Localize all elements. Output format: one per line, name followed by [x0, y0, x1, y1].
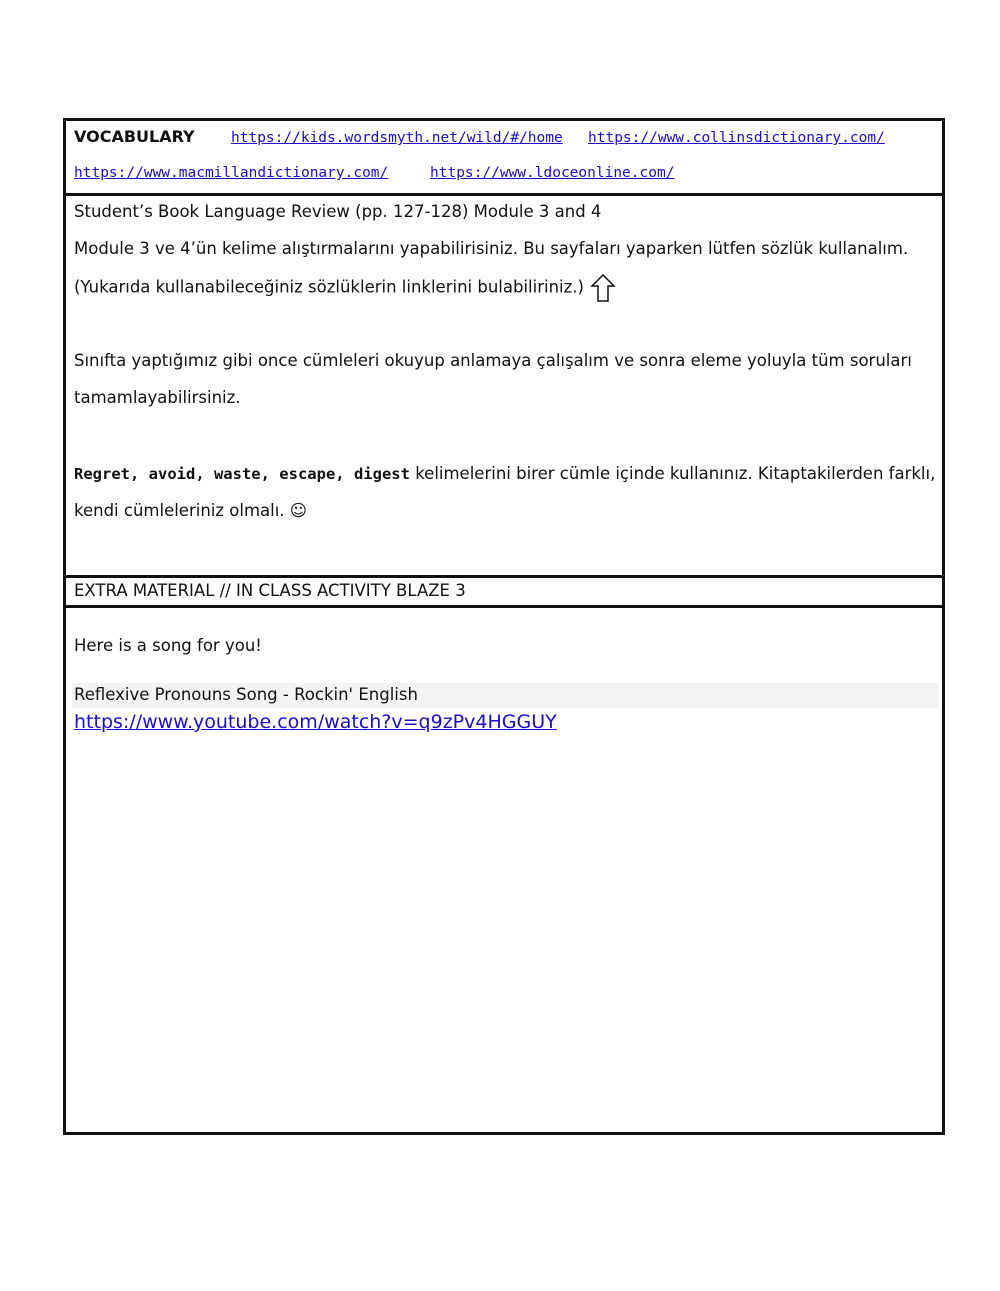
review-line-5: tamamlayabilirsiniz. — [74, 388, 241, 407]
extra-material-header — [66, 575, 942, 608]
review-line-1: Student’s Book Language Review (pp. 127-128) Module 3 and 4 — [74, 202, 602, 221]
worksheet-table — [63, 118, 945, 1135]
collins-dictionary-link[interactable]: https://www.collinsdictionary.com/ — [588, 130, 885, 146]
review-line-3-text: (Yukarıda kullanabileceğiniz sözlüklerin linklerini bulabiliriniz.) — [74, 277, 584, 297]
song-intro: Here is a song for you! — [74, 636, 262, 655]
review-line-4: Sınıfta yaptığımız gibi once cümleleri okuyup anlamaya çalışalım ve sonra eleme yoluyla tüm soruları — [74, 351, 912, 370]
review-line-7: kendi cümleleriniz olmalı. ☺ — [74, 501, 307, 520]
ldoce-link[interactable]: https://www.ldoceonline.com/ — [430, 165, 675, 181]
review-line-2: Module 3 ve 4’ün kelime alıştırmalarını yapabilirisiniz. Bu sayfaları yaparken lütfen sözlük kullanalım. — [74, 239, 909, 258]
extra-material-title: EXTRA MATERIAL // IN CLASS ACTIVITY BLAZE 3 — [74, 581, 466, 600]
wordsmyth-link[interactable]: https://kids.wordsmyth.net/wild/#/home — [231, 130, 563, 146]
youtube-song-link[interactable]: https://www.youtube.com/watch?v=q9zPv4HGGUY — [74, 711, 557, 733]
review-line-6 — [74, 463, 935, 485]
vocabulary-title: VOCABULARY — [74, 127, 195, 146]
target-words: Regret, avoid, waste, escape, digest — [74, 465, 410, 483]
vocabulary-section — [66, 121, 942, 196]
macmillan-dictionary-link[interactable]: https://www.macmillandictionary.com/ — [74, 165, 389, 181]
song-title: Reflexive Pronouns Song - Rockin' English — [74, 685, 418, 704]
review-line-3 — [74, 273, 616, 303]
review-line-6-text: kelimelerini birer cümle içinde kullanınız. Kitaptakilerden farklı, — [409, 464, 936, 483]
language-review-section — [66, 196, 942, 579]
up-arrow-icon — [590, 273, 616, 303]
extra-material-section — [66, 608, 942, 1132]
